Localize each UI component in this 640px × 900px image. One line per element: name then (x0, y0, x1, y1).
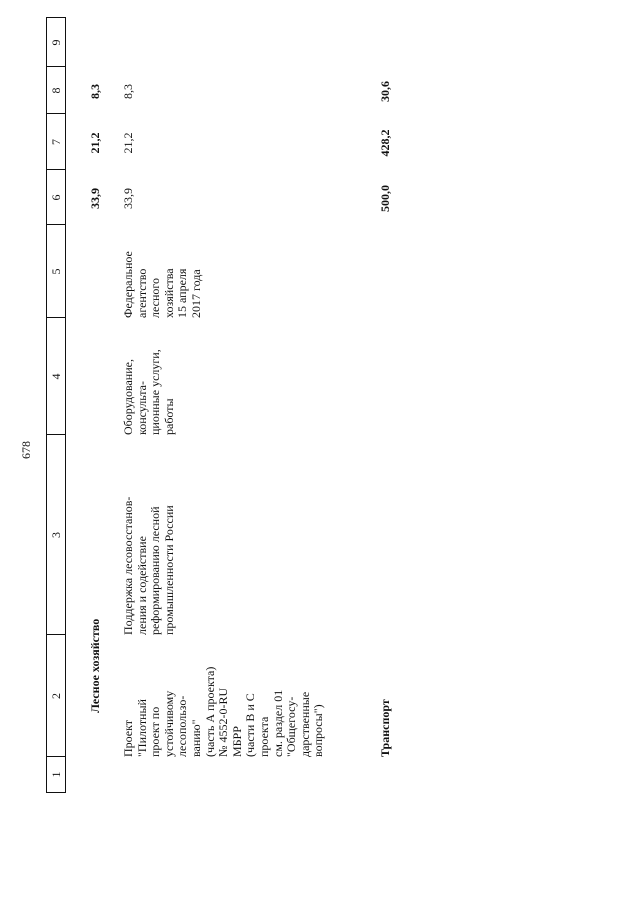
column-header-2: 2 (48, 693, 63, 699)
column-number-header (46, 17, 66, 793)
project-col7: 21,2 (121, 132, 135, 154)
project-purpose: Поддержка лесовосстанов- ления и содействие реформированию лесной промышленности России (121, 496, 176, 635)
column-header-7: 7 (48, 139, 63, 145)
column-header-8: 8 (48, 87, 63, 94)
column-header-3: 3 (48, 532, 63, 538)
project-items: Оборудование, консульта- ционные услуги, работы (121, 349, 176, 435)
project-col8: 8,3 (121, 84, 135, 99)
transport-total-col8: 30,6 (378, 81, 392, 102)
column-header-4: 4 (48, 373, 63, 380)
project-col6: 33,9 (121, 188, 135, 209)
page-number: 678 (19, 441, 33, 459)
transport-total-col6: 500,0 (378, 185, 392, 212)
column-header-9: 9 (48, 39, 63, 46)
column-header-5: 5 (48, 268, 63, 275)
section-title-transport: Транспорт (378, 699, 392, 757)
section-title-forestry: Лесное хозяйство (88, 618, 102, 713)
rotated-table (5, 0, 635, 815)
forestry-total-col8: 8,3 (88, 84, 102, 99)
project-name: Проект "Пилотный проект по устойчивому лесопользо- ванию" (часть А проекта) № 4552-0-RU МБРР (части В и С проекта см. раздел 01 "Общегосу- дарственные вопросы") (121, 666, 326, 757)
transport-total-col7: 428,2 (378, 129, 392, 157)
project-agency: Федеральное агентство лесного хозяйства 15 апреля 2017 года (121, 251, 203, 318)
forestry-total-col6: 33,9 (88, 188, 102, 209)
column-header-1: 1 (48, 771, 63, 778)
forestry-total-col7: 21,2 (88, 132, 102, 154)
column-header-6: 6 (48, 194, 63, 201)
